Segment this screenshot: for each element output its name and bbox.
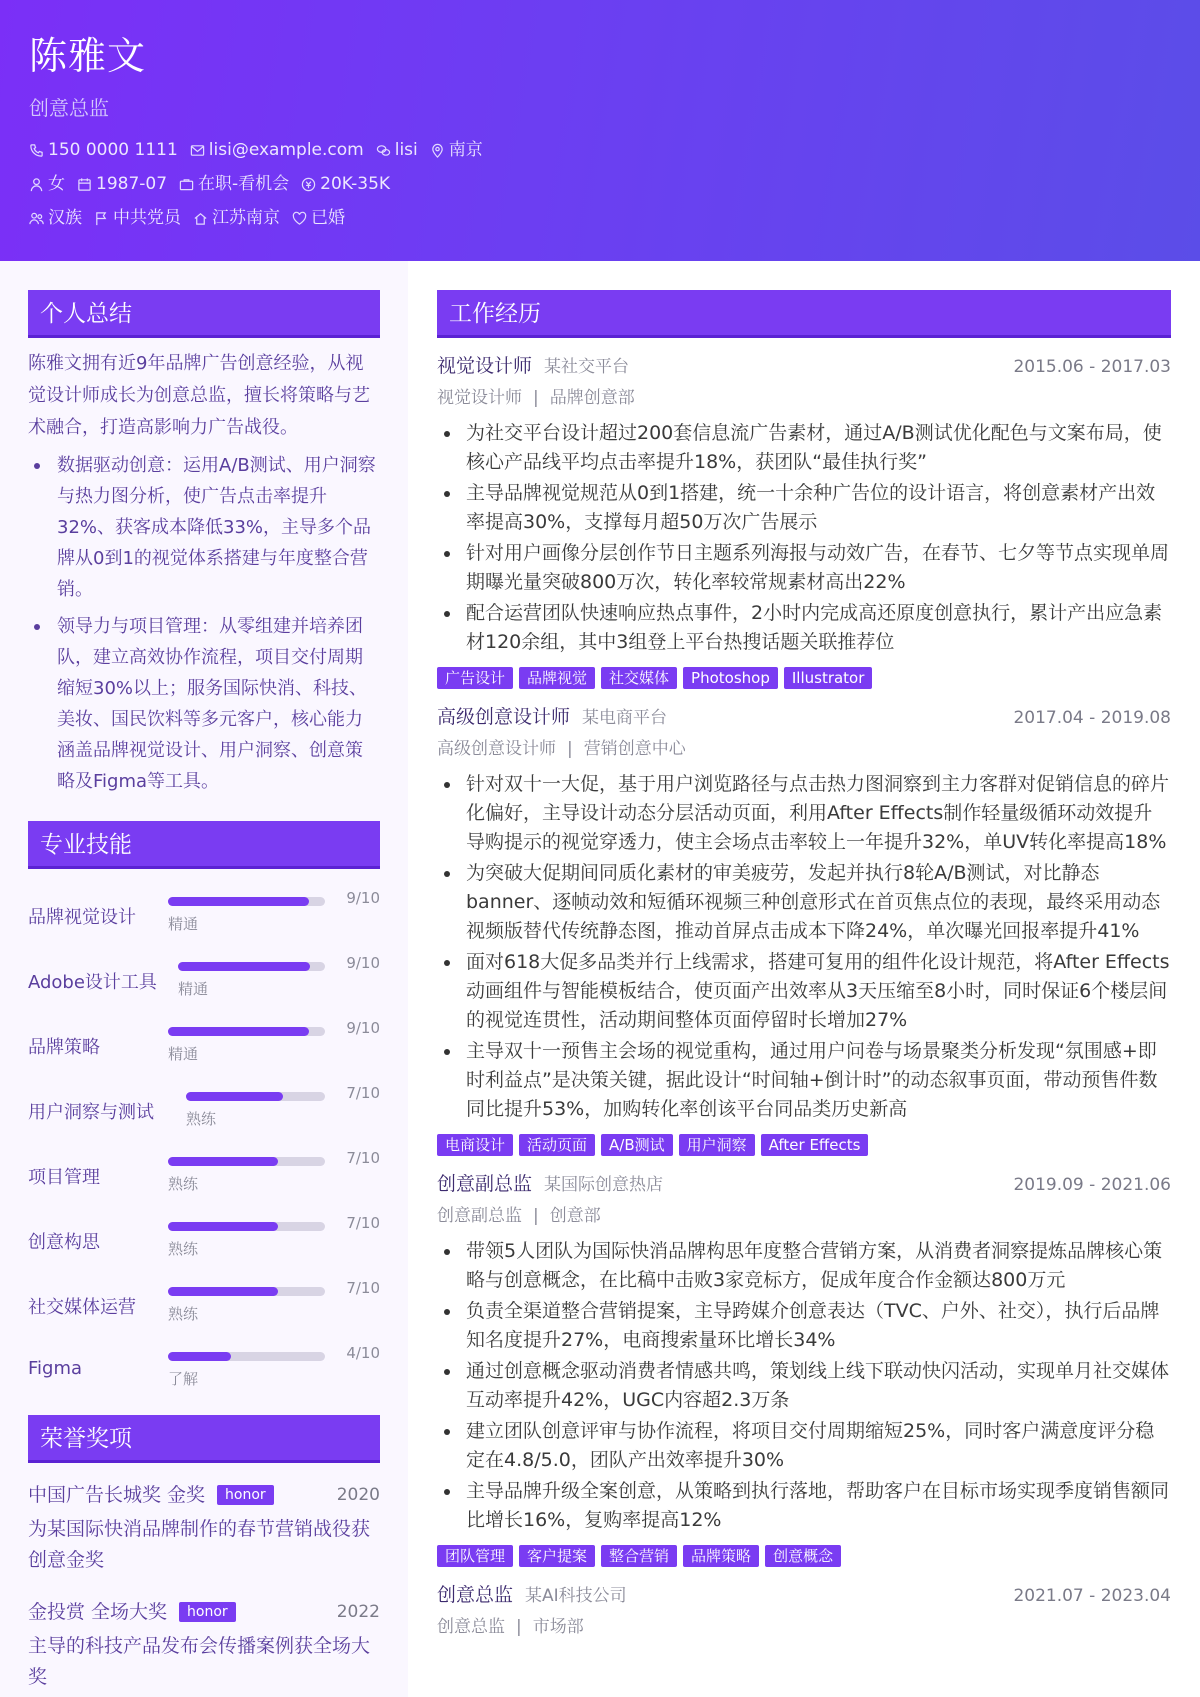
- marital-info: [292, 206, 345, 230]
- summary-bullet: 领导力与项目管理：从零组建并培养团队，建立高效协作流程，项目交付周期缩短30%以上；服务国际快消、科技、美妆、国民饮料等多元客户，核心能力涵盖品牌视觉设计、用户洞察、创意策略及Figma等工具。: [28, 611, 380, 797]
- separator: |: [567, 739, 573, 759]
- email-text[interactable]: lisi@example.com: [208, 140, 364, 160]
- user-icon: [29, 177, 44, 192]
- skill-name: 项目管理: [28, 1167, 100, 1188]
- skill-tag: 团队管理: [437, 1545, 513, 1567]
- work-heading: 工作经历: [437, 290, 1171, 338]
- calendar-icon: [77, 177, 92, 192]
- skill-bar-fill: [168, 1157, 278, 1166]
- skill-tag: 品牌策略: [683, 1545, 759, 1567]
- job-dept: 营销创意中心: [583, 739, 686, 759]
- skill-score: 4/10: [346, 1344, 380, 1362]
- gender-info: [29, 172, 65, 196]
- skill-bar-fill: [168, 1222, 278, 1231]
- email-info: [190, 138, 364, 162]
- job-entry: [437, 1581, 1171, 1640]
- home-icon: [193, 211, 208, 226]
- job-bullet: 带领5人团队为国际快消品牌构思年度整合营销方案，从消费者洞察提炼品牌核心策略与创意概念，在比稿中击败3家竞标方，促成年度合作金额达800万元: [437, 1237, 1171, 1295]
- marital-text: 已婚: [311, 208, 345, 228]
- skill-row: [28, 1078, 380, 1143]
- skill-tag: After Effects: [761, 1134, 869, 1156]
- job-entry: [437, 1170, 1171, 1567]
- ethnicity-text: 汉族: [48, 208, 82, 228]
- skill-level: 熟练: [186, 1110, 217, 1128]
- skill-level: 熟练: [168, 1240, 199, 1258]
- skill-row: [28, 948, 380, 1013]
- location-pin-icon: [430, 143, 445, 158]
- award-badge: honor: [179, 1602, 236, 1622]
- candidate-title: 创意总监: [29, 96, 109, 120]
- skill-bar: [186, 1092, 325, 1101]
- job-bullet: 针对双十一大促，基于用户浏览路径与点击热力图洞察到主力客群对促销信息的碎片化偏好，主导设计动态分层活动页面，利用After Effects制作轻量级循环动效提升导购提示的视觉穿透力，使主会场点击率较上一年提升32%，单UV转化率提高18%: [437, 770, 1171, 857]
- phone-info: [29, 138, 178, 162]
- money-icon: [301, 177, 316, 192]
- skill-bar-fill: [186, 1092, 283, 1101]
- summary-heading: 个人总结: [28, 290, 380, 338]
- main-content: [408, 261, 1200, 1697]
- flag-icon: [94, 211, 109, 226]
- skill-name: 创意构思: [28, 1232, 100, 1253]
- city-info: [430, 138, 483, 162]
- skill-level: 熟练: [168, 1175, 199, 1193]
- job-bullet: 为社交平台设计超过200套信息流广告素材，通过A/B测试优化配色与文案布局，使核心产品线平均点击率提升18%，获团队“最佳执行奖”: [437, 419, 1171, 477]
- skill-bar: [178, 962, 325, 971]
- job-bullet: 主导品牌升级全案创意，从策略到执行落地，帮助客户在目标市场实现季度销售额同比增长16%，复购率提高12%: [437, 1477, 1171, 1535]
- job-dept: 市场部: [532, 1617, 584, 1637]
- skill-score: 9/10: [346, 1019, 380, 1037]
- skill-score: 7/10: [346, 1084, 380, 1102]
- skill-row: [28, 1208, 380, 1273]
- job-date: 2021.07 - 2023.04: [1013, 1586, 1171, 1606]
- job-tags: [437, 1545, 1171, 1567]
- skill-score: 7/10: [346, 1149, 380, 1167]
- sidebar: [0, 261, 408, 1697]
- skill-bar: [168, 1287, 325, 1296]
- birth-text: 1987-07: [96, 174, 168, 194]
- separator: |: [533, 1206, 539, 1226]
- job-subtitle: [437, 385, 1171, 411]
- job-position: 高级创意设计师: [437, 739, 556, 759]
- job-bullets: [437, 770, 1171, 1124]
- skill-name: Figma: [28, 1358, 83, 1379]
- job-role: 视觉设计师: [437, 355, 533, 377]
- job-position: 视觉设计师: [437, 388, 522, 408]
- skill-score: 7/10: [346, 1279, 380, 1297]
- job-tags: [437, 667, 1171, 689]
- job-bullet: 面对618大促多品类并行上线需求，搭建可复用的组件化设计规范，将After Effects动画组件与智能模板结合，使页面产出效率从3天压缩至8小时，同时保证6个楼层间的视觉连贯性，活动期间整体页面停留时长增加27%: [437, 948, 1171, 1035]
- job-list: [437, 352, 1171, 1640]
- skill-score: 9/10: [346, 889, 380, 907]
- skill-bar-fill: [168, 1352, 231, 1361]
- heart-icon: [292, 211, 307, 226]
- skill-bar: [168, 1352, 325, 1361]
- skill-tag: Photoshop: [683, 667, 778, 689]
- birth-info: [77, 172, 167, 196]
- skill-row: [28, 1338, 380, 1403]
- skill-level: 了解: [168, 1370, 199, 1388]
- skill-tag: 用户洞察: [679, 1134, 755, 1156]
- briefcase-icon: [179, 177, 194, 192]
- personal-row: [29, 172, 1171, 196]
- job-bullet: 针对用户画像分层创作节日主题系列海报与动效广告，在春节、七夕等节点实现单周期曝光量突破800万次，转化率较常规素材高出22%: [437, 539, 1171, 597]
- skill-bar-fill: [168, 1027, 309, 1036]
- skills-list: [28, 883, 380, 1403]
- job-tags: [437, 1134, 1171, 1156]
- job-subtitle: [437, 1203, 1171, 1229]
- job-bullet: 配合运营团队快速响应热点事件，2小时内完成高还原度创意执行，累计产出应急素材120余组，其中3组登上平台热搜话题关联推荐位: [437, 599, 1171, 657]
- job-header: [437, 1581, 1171, 1610]
- job-company: 某AI科技公司: [525, 1586, 627, 1606]
- job-dept: 创意部: [549, 1206, 601, 1226]
- job-bullet: 负责全渠道整合营销提案，主导跨媒介创意表达（TVC、户外、社交），执行后品牌知名度提升27%，电商搜索量环比增长34%: [437, 1297, 1171, 1355]
- job-date: 2017.04 - 2019.08: [1013, 708, 1171, 728]
- job-bullets: [437, 419, 1171, 657]
- skill-tag: 活动页面: [519, 1134, 595, 1156]
- job-company: 某电商平台: [582, 708, 668, 728]
- job-subtitle: [437, 736, 1171, 762]
- job-role: 高级创意设计师: [437, 706, 571, 728]
- job-position: 创意总监: [437, 1617, 505, 1637]
- job-dept: 品牌创意部: [549, 388, 635, 408]
- skill-name: 社交媒体运营: [28, 1297, 136, 1318]
- skill-tag: 社交媒体: [601, 667, 677, 689]
- salary-info: [301, 172, 390, 196]
- job-role: 创意副总监: [437, 1173, 533, 1195]
- phone-text: 150 0000 1111: [48, 140, 178, 160]
- award-name: 金投赏 全场大奖: [28, 1601, 168, 1623]
- separator: |: [516, 1617, 522, 1637]
- hometown-info: [193, 206, 280, 230]
- status-text: 在职-看机会: [198, 174, 290, 194]
- politics-info: [94, 206, 181, 230]
- skill-score: 7/10: [346, 1214, 380, 1232]
- email-icon: [190, 143, 205, 158]
- job-entry: [437, 352, 1171, 689]
- award-item: [28, 1481, 380, 1576]
- skill-bar: [168, 1157, 325, 1166]
- award-badge: honor: [217, 1485, 274, 1505]
- skills-heading: 专业技能: [28, 821, 380, 869]
- resume-header: [0, 0, 1200, 261]
- separator: |: [533, 388, 539, 408]
- job-date: 2015.06 - 2017.03: [1013, 357, 1171, 377]
- hometown-text: 江苏南京: [212, 208, 280, 228]
- gender-text: 女: [48, 174, 65, 194]
- ethnicity-info: [29, 206, 82, 230]
- skill-tag: Illustrator: [784, 667, 873, 689]
- job-company: 某国际创意热店: [544, 1175, 664, 1195]
- skill-tag: 品牌视觉: [519, 667, 595, 689]
- job-bullet: 主导双十一预售主会场的视觉重构，通过用户问卷与场景聚类分析发现“氛围感+即时利益点”是决策关键，据此设计“时间轴+倒计时”的动态叙事页面，带动预售件数同比提升53%，加购转化率创该平台同品类历史新高: [437, 1037, 1171, 1124]
- skill-row: [28, 1013, 380, 1078]
- salary-text: 20K-35K: [320, 174, 391, 194]
- job-header: [437, 703, 1171, 732]
- skill-tag: 客户提案: [519, 1545, 595, 1567]
- background-row: [29, 206, 1171, 230]
- skill-bar-fill: [168, 1287, 278, 1296]
- contact-row: [29, 138, 1171, 162]
- phone-icon: [29, 143, 44, 158]
- job-header: [437, 1170, 1171, 1199]
- summary-text: 陈雅文拥有近9年品牌广告创意经验，从视觉设计师成长为创意总监，擅长将策略与艺术融合，打造高影响力广告战役。: [28, 353, 370, 438]
- job-bullet: 主导品牌视觉规范从0到1搭建，统一十余种广告位的设计语言，将创意素材产出效率提高30%，支撑每月超50万次广告展示: [437, 479, 1171, 537]
- skill-bar: [168, 1027, 325, 1036]
- skill-bar: [168, 1222, 325, 1231]
- skill-row: [28, 1273, 380, 1338]
- skill-tag: A/B测试: [601, 1134, 673, 1156]
- summary-list: [28, 450, 380, 797]
- job-entry: [437, 703, 1171, 1156]
- job-header: [437, 352, 1171, 381]
- wechat-text: lisi: [394, 140, 418, 160]
- skill-tag: 广告设计: [437, 667, 513, 689]
- wechat-info: [376, 138, 418, 162]
- skill-score: 9/10: [346, 954, 380, 972]
- award-desc: 为某国际快消品牌制作的春节营销战役获创意金奖: [28, 1518, 371, 1571]
- skill-bar-fill: [168, 897, 309, 906]
- skill-tag: 创意概念: [765, 1545, 841, 1567]
- job-bullet: 通过创意概念驱动消费者情感共鸣，策划线上线下联动快闪活动，实现单月社交媒体互动率提升42%，UGC内容超2.3万条: [437, 1357, 1171, 1415]
- city-text: 南京: [448, 140, 483, 160]
- award-desc: 主导的科技产品发布会传播案例获全场大奖: [28, 1635, 371, 1688]
- job-role: 创意总监: [437, 1584, 514, 1606]
- status-info: [179, 172, 289, 196]
- skill-level: 精通: [178, 980, 209, 998]
- summary-bullet: 数据驱动创意：运用A/B测试、用户洞察与热力图分析，使广告点击率提升32%、获客成本降低33%，主导多个品牌从0到1的视觉体系搭建与年度整合营销。: [28, 450, 380, 605]
- skill-tag: 电商设计: [437, 1134, 513, 1156]
- skill-name: 用户洞察与测试: [28, 1102, 154, 1123]
- job-company: 某社交平台: [544, 357, 630, 377]
- skill-tag: 整合营销: [601, 1545, 677, 1567]
- chat-icon: [376, 143, 391, 158]
- award-year: 2022: [336, 1602, 380, 1622]
- awards-heading: 荣誉奖项: [28, 1415, 380, 1463]
- job-position: 创意副总监: [437, 1206, 522, 1226]
- skill-bar: [168, 897, 325, 906]
- skill-name: Adobe设计工具: [28, 972, 157, 993]
- skill-level: 精通: [168, 1045, 199, 1063]
- skill-level: 精通: [168, 915, 199, 933]
- job-bullets: [437, 1237, 1171, 1535]
- candidate-name: 陈雅文: [29, 34, 147, 78]
- skill-level: 熟练: [168, 1305, 199, 1323]
- politics-text: 中共党员: [113, 208, 181, 228]
- award-name: 中国广告长城奖 金奖: [28, 1484, 206, 1506]
- skill-bar-fill: [178, 962, 310, 971]
- users-icon: [29, 211, 44, 226]
- job-bullet: 建立团队创意评审与协作流程，将项目交付周期缩短25%，同时客户满意度评分稳定在4.8/5.0，团队产出效率提升30%: [437, 1417, 1171, 1475]
- skill-row: [28, 1143, 380, 1208]
- job-subtitle: [437, 1614, 1171, 1640]
- job-date: 2019.09 - 2021.06: [1013, 1175, 1171, 1195]
- award-item: [28, 1598, 380, 1693]
- skill-row: [28, 883, 380, 948]
- skill-name: 品牌策略: [28, 1037, 100, 1058]
- skill-name: 品牌视觉设计: [28, 907, 136, 928]
- award-year: 2020: [336, 1485, 380, 1505]
- job-bullet: 为突破大促期间同质化素材的审美疲劳，发起并执行8轮A/B测试，对比静态banner、逐帧动效和短循环视频三种创意形式在首页焦点位的表现，最终采用动态视频版替代传统静态图，推动首屏点击成本下降24%，单次曝光回报率提升41%: [437, 859, 1171, 946]
